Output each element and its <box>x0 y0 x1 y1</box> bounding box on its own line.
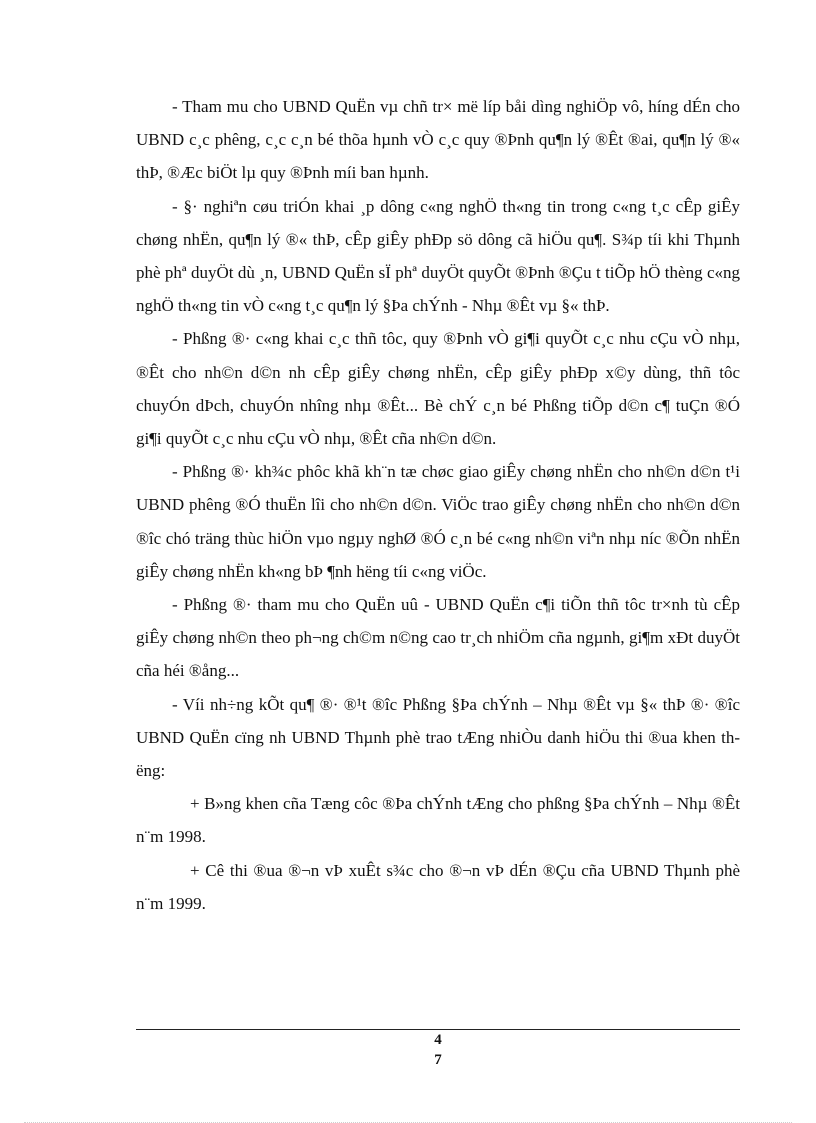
list-item-award-1998: + B»ng khen cña Tæng côc ®Þa chÝnh tÆng cho phßng §Þa chÝnh – Nhµ ®Êt n¨m 1998. <box>136 794 740 847</box>
paragraph-it-application: - §· nghiªn cøu triÓn khai ¸p dông c«ng nghÖ th«ng tin trong c«ng t¸c cÊp giÊy chøng nhËn, qu¶n lý ®« thÞ, cÊp giÊy phÐp sö dông cã hiÖu qu¶. S¾p tíi khi Thµnh phè phª duyÖt dù ¸n, UBND QuËn sÏ phª duyÖt quyÕt ®Þnh ®Çu t tiÕp hÖ thèng c«ng nghÖ th«ng tin vÒ c«ng t¸c qu¶n lý §Þa chÝnh - Nhµ ®Êt vµ §« thÞ. <box>136 196 740 316</box>
paragraph-certificate-delivery: - Phßng ®· kh¾c phôc khã kh¨n tæ chøc giao giÊy chøng nhËn cho nh©n d©n t¹i UBND phêng ®Ó thuËn lîi cho nh©n d©n. ViÖc trao giÊy chøng nhËn cho nh©n d©n ®îc chó träng thùc hiÖn vµo ngµy nghØ ®Ó c¸n bé c«ng nh©n viªn nhµ níc ®Õn nhËn giÊy chøng nhËn kh«ng bÞ ¶nh hëng tíi c«ng viÖc. <box>136 462 740 581</box>
page-number-bottom: 7 <box>434 1052 442 1068</box>
paragraph-training: - Tham mu cho UBND QuËn vµ chñ tr× më líp båi dìng nghiÖp vô, híng dÉn cho UBND c¸c phêng, c¸c c¸n bé thõa hµnh vÒ c¸c quy ®Þnh qu¶n lý ®Êt ®ai, qu¶n lý ®« thÞ, ®Æc biÖt lµ quy ®Þnh míi ban hµnh. <box>136 97 740 183</box>
list-item-award-1999: + Cê thi ®ua ®¬n vÞ xuÊt s¾c cho ®¬n vÞ dÉn ®Çu cña UBND Thµnh phè n¨m 1999. <box>136 860 740 913</box>
footer-divider <box>136 1029 740 1030</box>
paragraph-achievements: - Víi nh÷ng kÕt qu¶ ®· ®¹t ®îc Phßng §Þa chÝnh – Nhµ ®Êt vµ §« thÞ ®· ®îc UBND QuËn cïng nh UBND Thµnh phè trao tÆng nhiÒu danh hiÖu thi ®ua khen thëng: <box>136 694 740 781</box>
paragraph-procedure-reform: - Phßng ®· tham mu cho QuËn uû - UBND QuËn c¶i tiÕn thñ tôc tr×nh tù cÊp giÊy chøng nh©n theo ph¬ng ch©m n©ng cao tr¸ch nhiÖm cña ngµnh, gi¶m xÐt duyÖt cña héi ®ång... <box>136 595 740 681</box>
document-body <box>136 90 740 920</box>
page-number-top: 4 <box>434 1032 442 1048</box>
paragraph-public-procedures: - Phßng ®· c«ng khai c¸c thñ tôc, quy ®Þnh vÒ gi¶i quyÕt c¸c nhu cÇu vÒ nhµ, ®Êt cho nh©n d©n nh cÊp giÊy chøng nhËn, cÊp giÊy phÐp x©y dùng, thñ tôc chuyÓn dÞch, chuyÓn nhîng nhµ ®Êt... Bè chÝ c¸n bé Phßng tiÕp d©n c¶ tuÇn ®Ó gi¶i quyÕt c¸c nhu cÇu vÒ nhµ, ®Êt cña nh©n d©n. <box>136 329 740 449</box>
